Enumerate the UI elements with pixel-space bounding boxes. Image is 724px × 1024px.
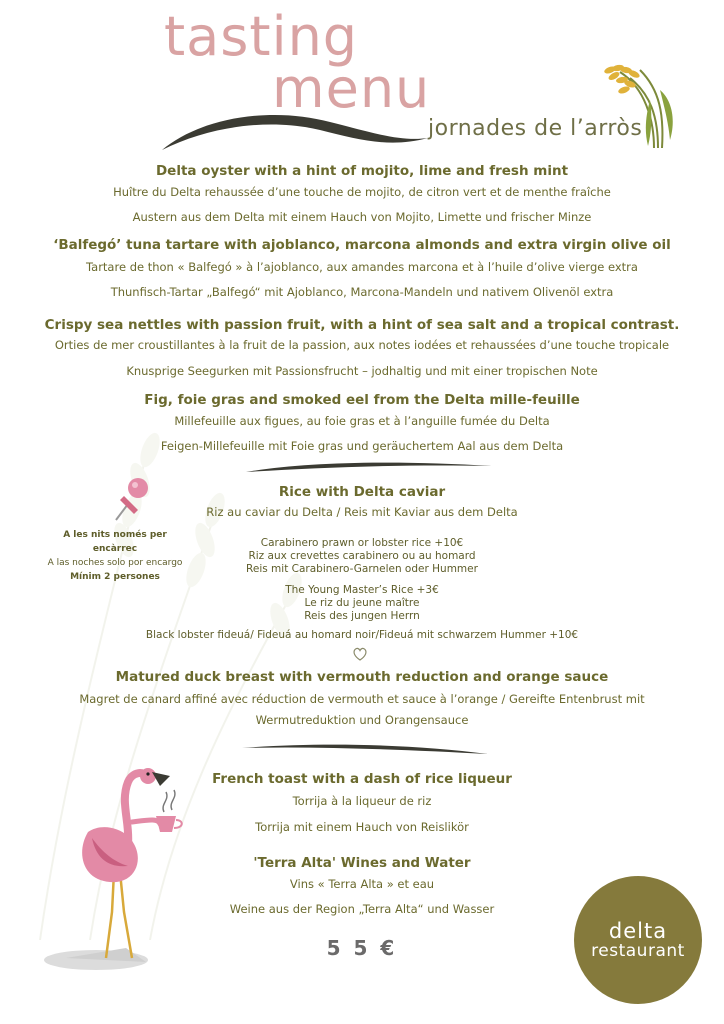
rice-en: Rice with Delta caviar bbox=[278, 484, 446, 500]
course-1-fr: Huître du Delta rehaussée d’une touche de mojito, de citron vert et de menthe fraîche bbox=[113, 185, 611, 199]
duck-fr-de-2: Wermutreduktion und Orangensauce bbox=[255, 713, 469, 727]
rice-fr-de: Riz au caviar du Delta / Reis mit Kaviar aus dem Delta bbox=[206, 505, 518, 519]
dessert-de: Torrija mit einem Hauch von Reislikör bbox=[255, 820, 469, 834]
dessert-en: French toast with a dash of rice liqueur bbox=[212, 771, 512, 787]
rice-option-2-en: The Young Master’s Rice +3€ bbox=[285, 584, 439, 596]
badge-line1: delta bbox=[608, 918, 668, 943]
rice-option-2-de: Reis des jungen Herrn bbox=[304, 610, 420, 622]
menu-price: 5 5 € bbox=[326, 936, 398, 960]
course-1-en: Delta oyster with a hint of mojito, lime and fresh mint bbox=[155, 163, 569, 179]
course-3-fr: Orties de mer croustillantes à la fruit de la passion, aux notes iodées et rehaussées d’une touche tropicale bbox=[54, 338, 670, 352]
delta-restaurant-badge bbox=[574, 876, 702, 1004]
side-note-line2: encàrrec bbox=[92, 544, 138, 554]
course-3-en: Crispy sea nettles with passion fruit, with a hint of sea salt and a tropical contrast. bbox=[44, 317, 680, 333]
header-swoosh-decoration bbox=[160, 108, 430, 158]
push-pin-icon bbox=[108, 474, 152, 524]
dessert-fr: Torrija à la liqueur de riz bbox=[292, 794, 432, 808]
divider-swoosh-2 bbox=[240, 740, 490, 760]
wines-en: 'Terra Alta' Wines and Water bbox=[253, 855, 471, 871]
rice-option-3: Black lobster fideuá/ Fideuá au homard noir/Fideuá mit schwarzem Hummer +10€ bbox=[145, 629, 579, 641]
course-4-en: Fig, foie gras and smoked eel from the Delta mille-feuille bbox=[144, 392, 580, 408]
divider-swoosh bbox=[244, 458, 494, 478]
rice-option-1-fr: Riz aux crevettes carabinero ou au homard bbox=[248, 550, 476, 562]
course-3-de: Knusprige Seegurken mit Passionsfrucht – jodhaltig und mit einer tropischen Note bbox=[126, 364, 598, 378]
flamingo-illustration bbox=[36, 762, 206, 982]
wines-fr: Vins « Terra Alta » et eau bbox=[289, 877, 435, 891]
subtitle: jornades de l’arròs bbox=[428, 116, 643, 141]
title-menu: menu bbox=[272, 57, 431, 120]
duck-fr-de-1: Magret de canard affiné avec réduction de vermouth et sauce à l’orange / Gereifte Entenbrust mit bbox=[79, 692, 645, 706]
side-note-line3: A las noches solo por encargo bbox=[47, 558, 183, 568]
title-tasting: tasting bbox=[164, 5, 359, 68]
course-2-de: Thunfisch-Tartar „Balfegó“ mit Ajoblanco, Marcona-Mandeln und nativem Olivenöl extra bbox=[110, 285, 614, 299]
course-1-de: Austern aus dem Delta mit einem Hauch von Mojito, Limette und frischer Minze bbox=[132, 210, 592, 224]
wines-de: Weine aus der Region „Terra Alta“ und Wasser bbox=[229, 902, 495, 916]
rice-option-2-fr: Le riz du jeune maître bbox=[304, 597, 420, 609]
rice-option-1-en: Carabinero prawn or lobster rice +10€ bbox=[260, 537, 464, 549]
rice-option-1-de: Reis mit Carabinero-Garnelen oder Hummer bbox=[246, 563, 478, 575]
rice-stalk-icon bbox=[600, 60, 680, 150]
course-2-fr: Tartare de thon « Balfegó » à l’ajoblanco, aux amandes marcona et à l’huile d’olive vierge extra bbox=[86, 260, 638, 274]
course-4-de: Feigen-Millefeuille mit Foie gras und geräuchertem Aal aus dem Delta bbox=[160, 439, 564, 453]
duck-en: Matured duck breast with vermouth reduction and orange sauce bbox=[115, 669, 609, 685]
badge-line2: restaurant bbox=[591, 940, 685, 961]
course-2-en: ‘Balfegó’ tuna tartare with ajoblanco, marcona almonds and extra virgin olive oil bbox=[53, 237, 671, 253]
side-note-line1: A les nits només per bbox=[63, 530, 167, 540]
course-4-fr: Millefeuille aux figues, au foie gras et à l’anguille fumée du Delta bbox=[174, 414, 550, 428]
side-note-line4: Mínim 2 persones bbox=[70, 572, 160, 582]
heart-outline-icon bbox=[352, 646, 368, 662]
